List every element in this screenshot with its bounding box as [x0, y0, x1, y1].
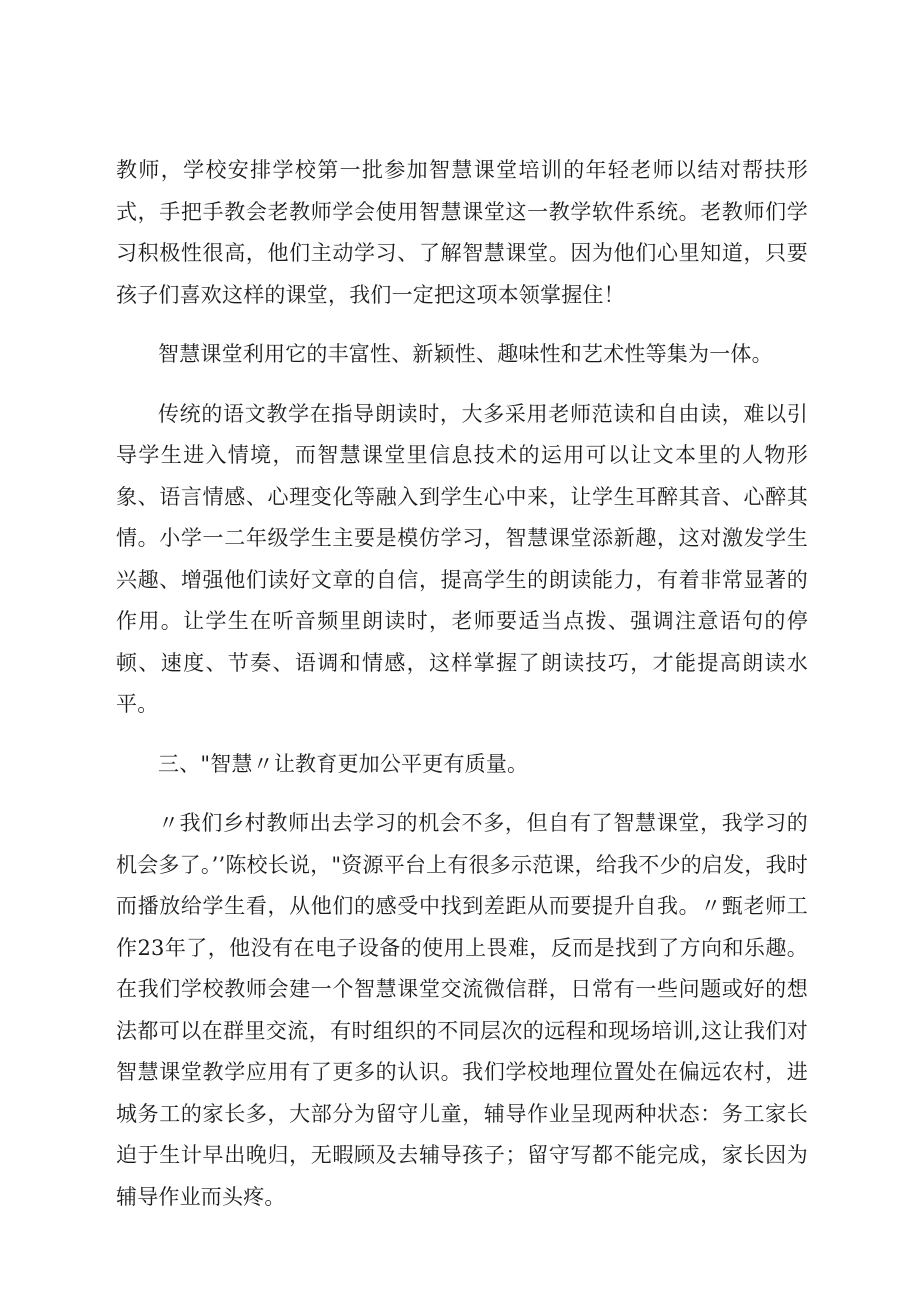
paragraph-gap: [116, 316, 808, 334]
section-heading-three: 三、"智慧〃让教育更加公平更有质量。: [158, 751, 529, 776]
document-body: [116, 150, 808, 1218]
paragraph-gap: [116, 376, 808, 394]
paragraph-chinese-reading: 传统的语文教学在指导朗读时，大多采用老师范读和自由读，难以引导学生进入情境，而智慧课堂里信息技术的运用可以让文本里的人物形象、语言情感、心理变化等融入到学生心中来，让学生耳醉其音、心醉其情。小学一二年级学生主要是模仿学习，智慧课堂添新趣，这对激发学生兴趣、增强他们读好文章的自信，提高学生的朗读能力，有着非常显著的作用。让学生在听音频里朗读时，老师要适当点拨、强调注意语句的停顿、速度、节奏、语调和情感，这样掌握了朗读技巧，才能提高朗读水平。: [116, 401, 808, 716]
paragraph-smart-classroom-summary: 智慧课堂利用它的丰富性、新颖性、趣味性和艺术性等集为一体。: [158, 342, 773, 366]
paragraph-gap: [116, 726, 808, 744]
paragraph-continuation: 教师，学校安排学校第一批参加智慧课堂培训的年轻老师以结对帮扶形式，手把手教会老教师学会使用智慧课堂这一教学软件系统。老教师们学习积极性很高，他们主动学习、了解智慧课堂。因为他们心里知道，只要孩子们喜欢这样的课堂，我们一定把这项本领掌握住！: [116, 158, 808, 307]
paragraph-gap: [116, 785, 808, 803]
paragraph-rural-teachers: 〃我们乡村教师出去学习的机会不多，但自有了智慧课堂，我学习的机会多了。’’陈校长说，"资源平台上有很多示范课，给我不少的启发，我时而播放给学生看，从他们的感受中找到差距从而要提升自我。〃甄老师工作23年了，他没有在电子设备的使用上畏难，反而是找到了方向和乐趣。在我们学校教师会建一个智慧课堂交流微信群，日常有一些问题或好的想法都可以在群里交流，有时组织的不同层次的远程和现场培训,这让我们对智慧课堂教学应用有了更多的认识。我们学校地理位置处在偏远农村，进城务工的家长多，大部分为留守儿童，辅导作业呈现两种状态：务工家长迫于生计早出晚归，无暇顾及去辅导孩子；留守写都不能完成，家长因为辅导作业而头疼。: [116, 811, 808, 1209]
